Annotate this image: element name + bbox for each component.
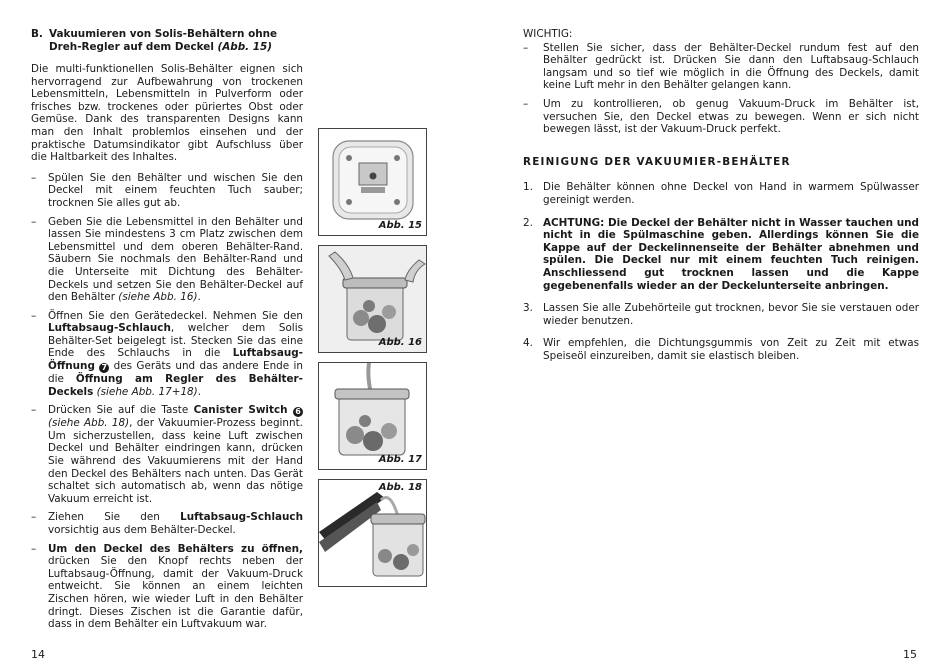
step-text: Die Behälter können ohne Deckel von Hand in warmem Spülwasser gereinigt werden. bbox=[543, 181, 919, 206]
step-text-part: Öffnen Sie den Gerätedeckel. Nehmen Sie den bbox=[48, 309, 303, 322]
step-text: ACHTUNG: Die Deckel der Behälter nicht in Wasser tauchen und nicht in die Spülmaschine geben. Allerdings können Sie die Kappe auf der Deckelinnenseite der Behälter abnehmen und spülen. Die Deckel nur mit einem feuchten Tuch reinigen. Anschliessend gut trocknen lassen und die Kappe gegebenenfalls wieder an der Deckelunterseite anbringen. bbox=[543, 216, 919, 292]
note-text: Stellen Sie sicher, dass der Behälter-Deckel rundum fest auf den Behälter gedrückt ist. Drücken Sie dann den Luftabsaug-Schlauch langsam und so tief wie möglich in die Öffnung des Deckels, damit keine Luft mehr in den Behälter gelangen kann. bbox=[543, 41, 919, 92]
dash: – bbox=[523, 97, 529, 110]
cleaning-step-3 bbox=[523, 302, 919, 327]
figure-caption: Abb. 17 bbox=[378, 454, 422, 466]
dash: – bbox=[31, 542, 37, 555]
step-text-part: des Geräts und das andere Ende in die bbox=[48, 360, 303, 386]
step-text-part: . bbox=[197, 385, 202, 398]
sealer-with-container-illustration bbox=[319, 480, 426, 586]
figure-caption: Abb. 15 bbox=[378, 220, 422, 232]
figure-ref: (siehe Abb. 18) bbox=[48, 417, 130, 430]
step-number: 3. bbox=[523, 302, 533, 315]
term-open-lid: Um den Deckel des Behälters zu öffnen, bbox=[48, 542, 303, 555]
figure-ref: (siehe Abb. 17+18) bbox=[96, 385, 198, 398]
step-text bbox=[48, 216, 303, 304]
step-number: 2. bbox=[523, 216, 533, 229]
dash: – bbox=[31, 404, 37, 417]
cleaning-section-title: REINIGUNG DER VAKUUMIER-BEHÄLTER bbox=[523, 155, 791, 168]
step-text-part: , welcher dem Solis Behälter-Set beigelegt ist. Stecken Sie das eine Ende des Schlauchs in die bbox=[48, 322, 303, 360]
important-note-2 bbox=[523, 98, 919, 136]
dash: – bbox=[523, 41, 529, 54]
step-text-part: Geben Sie die Lebensmittel in den Behälter und lassen Sie mindestens 3 cm Platz zwischen dem Lebensmittel und dem oberen Behälter-Rand. Säubern Sie nochmals den Behälter-Rand und die Unterseite mit Dichtung des Behälter-Deckels und setzen Sie den Behälter-Deckel auf den Behälter bbox=[48, 215, 303, 304]
step-number: 1. bbox=[523, 181, 533, 194]
note-text: Um zu kontrollieren, ob genug Vakuum-Druck im Behälter ist, versuchen Sie, den Deckel etwas zu bewegen. Wenn er sich nicht bewegen lässt, ist der Vakuum-Druck perfekt. bbox=[543, 97, 919, 136]
step-text-part: Ziehen Sie den bbox=[48, 511, 160, 524]
step-press-switch bbox=[31, 404, 303, 505]
section-b-heading bbox=[31, 28, 303, 54]
container-top-view-illustration bbox=[319, 129, 426, 235]
step-rinse bbox=[31, 172, 303, 210]
step-connect-hose bbox=[31, 310, 303, 399]
placing-lid-illustration bbox=[319, 246, 426, 352]
step-fill bbox=[31, 216, 303, 304]
step-text bbox=[48, 511, 303, 536]
step-text-part: drücken Sie den Knopf rechts neben der Luftabsaug-Öffnung, damit der Vakuum-Druck entweicht. Sie können an einem leichten Zischen hören, wie wieder Luft in den Behälter dringt. Dieses Zischen ist die Garantie dafür, dass in dem Behälter ein Luftvakuum war. bbox=[48, 555, 303, 631]
important-heading: WICHTIG: bbox=[523, 28, 573, 40]
term-hose: Luftabsaug-Schlauch bbox=[180, 511, 303, 524]
right-column bbox=[523, 28, 919, 362]
hose-connected-illustration bbox=[319, 363, 426, 469]
page-number-right: 15 bbox=[903, 648, 917, 661]
cleaning-step-1 bbox=[523, 181, 919, 206]
step-text bbox=[48, 310, 303, 399]
term-suction-port: Luftabsaug-Öffnung bbox=[48, 347, 303, 373]
step-number: 4. bbox=[523, 337, 533, 350]
step-open-lid bbox=[31, 543, 303, 631]
cleaning-step-4 bbox=[523, 337, 919, 362]
important-note-1 bbox=[523, 42, 919, 92]
term-hose: Luftabsaug-Schlauch bbox=[48, 322, 171, 335]
page-number-left: 14 bbox=[31, 648, 45, 661]
term-lid-opening: Öffnung am Regler des Behälter-Deckels bbox=[48, 373, 303, 398]
step-text: Spülen Sie den Behälter und wischen Sie den Deckel mit einem feuchten Tuch sauber; trocknen Sie alles gut ab. bbox=[48, 171, 303, 209]
callout-number-6: 6 bbox=[293, 407, 303, 417]
step-text-part: vorsichtig aus dem Behälter-Deckel. bbox=[48, 524, 236, 536]
dash: – bbox=[31, 171, 37, 184]
figure-caption: Abb. 18 bbox=[378, 482, 422, 493]
step-text bbox=[48, 404, 303, 505]
step-remove-hose bbox=[31, 511, 303, 536]
step-text: Lassen Sie alle Zubehörteile gut trocknen, bevor Sie sie verstauen oder wieder benutzen. bbox=[543, 302, 919, 327]
intro-paragraph: Die multi-funktionellen Solis-Behälter eignen sich hervorragend zur Aufbewahrung von trockenen Lebensmitteln, Lebensmitteln in Pulverform oder frisches bzw. trockenes oder püriertes Obst oder Gemüse. Dank des transparenten Designs kann man den Inhalt problemlos einsehen und der praktische Datumsindikator gibt Aufschluss über die Haltbarkeit des Inhaltes. bbox=[31, 63, 303, 164]
dash: – bbox=[31, 215, 37, 228]
callout-number-7: 7 bbox=[99, 363, 109, 373]
figure-caption: Abb. 16 bbox=[378, 337, 422, 349]
step-text-part: , der Vakuumier-Prozess beginnt. Um sicherzustellen, dass keine Luft zwischen Deckel und Behälter eindringen kann, drücken Sie während des Vakuumierens mit der Hand den Deckel des Behälters nach unten. Das Gerät schaltet sich automatisch ab, wenn das nötige Vakuum erreicht ist. bbox=[48, 417, 303, 505]
step-text-part: Drücken Sie auf die Taste bbox=[48, 404, 189, 417]
term-canister-switch: Canister Switch bbox=[193, 404, 288, 417]
step-text: Wir empfehlen, die Dichtungsgummis von Zeit zu Zeit mit etwas Speiseöl einzureiben, damit sie elastisch bleiben. bbox=[543, 337, 919, 362]
step-text-part: . bbox=[197, 291, 201, 304]
dash: – bbox=[31, 309, 37, 322]
step-text bbox=[48, 543, 303, 631]
figure-ref: (siehe Abb. 16) bbox=[118, 291, 198, 304]
left-column bbox=[31, 28, 303, 631]
figure-abb-16 bbox=[318, 245, 427, 353]
figure-abb-18 bbox=[318, 479, 427, 587]
cleaning-step-2 bbox=[523, 217, 919, 293]
figure-abb-17 bbox=[318, 362, 427, 470]
heading-text: Vakuumieren von Solis-Behältern ohne Dreh-Regler auf dem Deckel bbox=[49, 28, 278, 53]
figure-abb-15 bbox=[318, 128, 427, 236]
dash: – bbox=[31, 511, 37, 524]
heading-label: B. bbox=[31, 28, 43, 40]
heading-ref: (Abb. 15) bbox=[217, 41, 272, 53]
